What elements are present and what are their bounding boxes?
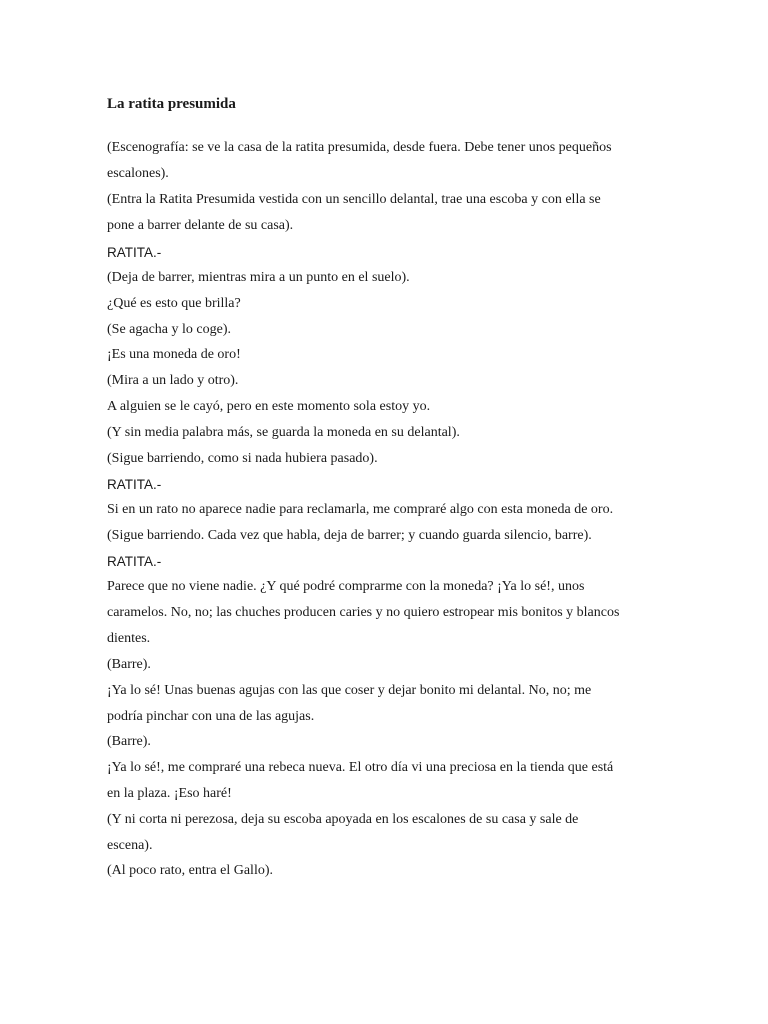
text-line: escena). <box>107 838 153 853</box>
text-line: Parece que no viene nadie. ¿Y qué podré comprarme con la moneda? ¡Ya lo sé!, unos <box>107 579 585 594</box>
speaker-label: RATITA.- <box>107 554 162 569</box>
text-line: (Sigue barriendo, como si nada hubiera pasado). <box>107 451 378 466</box>
text-line: (Barre). <box>107 657 151 672</box>
text-line: (Se agacha y lo coge). <box>107 322 231 337</box>
text-line: (Mira a un lado y otro). <box>107 373 239 388</box>
text-line: ¡Es una moneda de oro! <box>107 347 241 362</box>
text-line: (Barre). <box>107 734 151 749</box>
text-line: en la plaza. ¡Eso haré! <box>107 786 232 801</box>
text-line: Si en un rato no aparece nadie para reclamarla, me compraré algo con esta moneda de oro. <box>107 502 614 517</box>
text-line: (Escenografía: se ve la casa de la ratita presumida, desde fuera. Debe tener unos pequeños <box>107 140 612 155</box>
text-line: pone a barrer delante de su casa). <box>107 218 294 233</box>
document-title: La ratita presumida <box>107 96 236 112</box>
speaker-label: RATITA.- <box>107 245 162 260</box>
text-line: (Al poco rato, entra el Gallo). <box>107 863 273 878</box>
text-line: (Entra la Ratita Presumida vestida con un sencillo delantal, trae una escoba y con ella se <box>107 192 601 207</box>
text-line: ¡Ya lo sé!, me compraré una rebeca nueva. El otro día vi una preciosa en la tienda que está <box>107 760 614 775</box>
text-line: ¡Ya lo sé! Unas buenas agujas con las que coser y dejar bonito mi delantal. No, no; me <box>107 683 592 698</box>
text-line: ¿Qué es esto que brilla? <box>107 296 241 311</box>
text-line: A alguien se le cayó, pero en este momento sola estoy yo. <box>107 399 431 414</box>
text-line: escalones). <box>107 166 169 181</box>
text-line: dientes. <box>107 631 151 646</box>
text-line: podría pinchar con una de las agujas. <box>107 709 315 724</box>
text-line: caramelos. No, no; las chuches producen caries y no quiero estropear mis bonitos y blancos <box>107 605 620 620</box>
speaker-label: RATITA.- <box>107 477 162 492</box>
text-line: (Y sin media palabra más, se guarda la moneda en su delantal). <box>107 425 460 440</box>
text-line: (Y ni corta ni perezosa, deja su escoba apoyada en los escalones de su casa y sale de <box>107 812 579 827</box>
text-line: (Sigue barriendo. Cada vez que habla, deja de barrer; y cuando guarda silencio, barre). <box>107 528 592 543</box>
text-line: (Deja de barrer, mientras mira a un punto en el suelo). <box>107 270 410 285</box>
